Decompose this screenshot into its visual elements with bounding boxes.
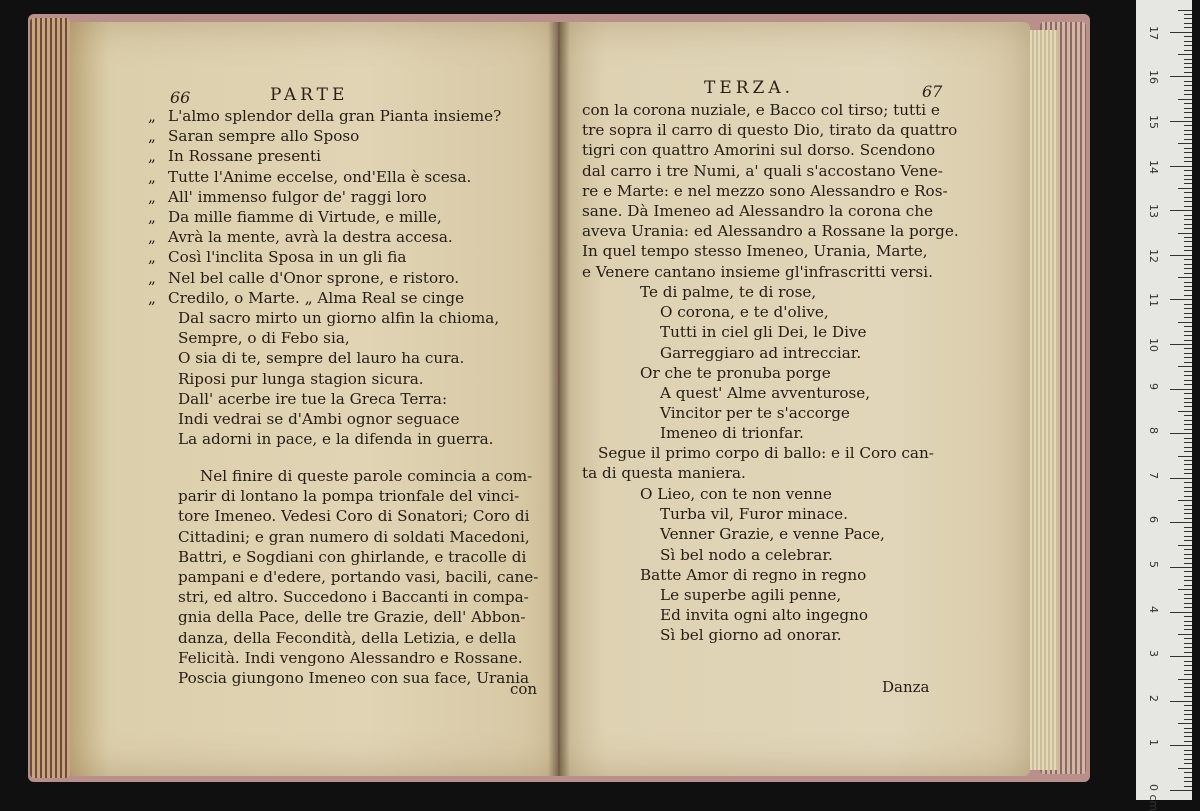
ruler-tick [1184,50,1192,51]
ruler-tick [1184,250,1192,251]
ruler-tick [1170,255,1192,256]
verse-text: Così l'inclita Sposa in un gli fia [168,248,407,267]
verse-line: Te di palme, te di rose, [640,283,817,301]
ruler-tick [1184,308,1192,309]
verse-text: La adorni in pace, e la difenda in guerra. [178,430,494,449]
ruler-tick [1178,277,1192,278]
verse-line [148,308,501,328]
ruler-tick [1184,772,1192,773]
ruler-tick [1170,121,1192,122]
ruler-tick [1184,759,1192,760]
verse-line: Tutti in ciel gli Dei, le Dive [660,323,867,342]
ruler-tick [1184,317,1192,318]
ruler-tick [1184,665,1192,666]
ruler-tick [1184,353,1192,354]
ruler-label: 14 [1147,159,1160,174]
verse-text: Dal sacro mirto un giorno alfin la chioma, [178,309,500,328]
ruler-tick [1184,112,1192,113]
left-page-header: PARTE [270,85,349,105]
verse-line [148,187,501,207]
ruler-tick [1178,768,1192,769]
ruler-tick [1184,295,1192,296]
left-page-number: 66 [170,88,191,107]
prose-line: re e Marte: e nel mezzo sono Alessandro e Ros- [582,181,948,200]
ruler-tick [1184,705,1192,706]
ruler-tick [1184,148,1192,149]
quote-mark: „ [148,167,156,186]
ruler-tick [1178,99,1192,100]
ruler-tick [1184,527,1192,528]
ruler-tick [1178,545,1192,546]
quote-mark: „ [148,228,156,247]
verse-text: O sia di te, sempre del lauro ha cura. [178,349,465,368]
right-verse-block-2 [582,484,885,646]
ruler-label: 10 [1147,338,1160,352]
ruler-tick [1184,509,1192,510]
verse-line: Sì bel giorno ad onorar. [660,626,842,645]
verse-line: Ed invita ogni alto ingegno [660,606,869,625]
verse-line: O corona, e te d'olive, [660,303,829,322]
verse-line [148,146,501,166]
verse-line [148,328,501,348]
verse-line: O Lieo, con te non venne [640,485,832,503]
ruler-tick [1184,157,1192,158]
ruler-label: 17 [1147,25,1160,40]
ruler-tick [1170,389,1192,390]
prose-line: tre sopra il carro di questo Dio, tirato da quattro [582,121,958,140]
ruler-tick [1184,23,1192,24]
ruler-tick [1184,27,1192,28]
ruler-tick [1184,719,1192,720]
ruler-tick [1184,652,1192,653]
verse-text: Tutte l'Anime eccelse, ond'Ella è scesa. [168,167,472,186]
ruler-tick [1178,322,1192,323]
prose-line: ta di questa maniera. [582,464,746,483]
quote-mark: „ [148,147,156,166]
ruler-tick [1184,246,1192,247]
quote-mark: „ [148,127,156,146]
ruler-tick [1184,219,1192,220]
ruler-tick [1170,344,1192,345]
ruler-tick [1184,197,1192,198]
right-page [560,22,1030,776]
ruler-tick [1184,134,1192,135]
ruler-tick [1184,402,1192,403]
verse-line [148,429,501,449]
verse-line [148,288,501,308]
verse-text: Dall' acerbe ire tue la Greca Terra: [178,389,448,408]
ruler-label: 15 [1147,115,1160,129]
verse-line [148,268,501,288]
ruler-tick [1184,415,1192,416]
ruler-tick [1184,59,1192,60]
ruler-tick [1184,638,1192,639]
quote-mark: „ [148,208,156,227]
quote-mark: „ [148,187,156,206]
verse-text: In Rossane presenti [168,147,321,166]
ruler-tick [1184,447,1192,448]
ruler-tick [1184,732,1192,733]
ruler-tick [1178,500,1192,501]
left-verse-block [148,106,501,449]
quote-mark: „ [148,268,156,287]
ruler-tick [1184,625,1192,626]
right-verse-block-1 [582,282,870,444]
ruler-label: 13 [1147,204,1160,219]
ruler-tick [1184,357,1192,358]
ruler-tick [1184,496,1192,497]
ruler-tick [1184,491,1192,492]
ruler-tick [1184,264,1192,265]
prose-line: Felicità. Indi vengono Alessandro e Rossane. [178,648,523,667]
ruler-tick [1184,94,1192,95]
prose-line: aveva Urania: ed Alessandro a Rossane la porge. [582,222,959,241]
ruler-label: 11 [1147,293,1160,308]
ruler-tick [1184,85,1192,86]
ruler-tick [1184,192,1192,193]
prose-line: danza, della Fecondità, della Letizia, e della [178,628,517,647]
quote-mark: „ [148,248,156,267]
ruler-label: 1 [1147,739,1160,747]
right-mid-prose [582,443,934,483]
verse-line: Imeneo di trionfar. [660,424,804,443]
ruler-tick [1184,786,1192,787]
ruler-tick [1184,273,1192,274]
ruler-tick [1184,420,1192,421]
prose-line: con la corona nuziale, e Bacco col tirso; tutti e [582,101,940,119]
ruler-tick [1184,643,1192,644]
verse-text: Saran sempre allo Sposo [168,127,360,146]
book-spine-edge [30,18,70,778]
ruler-tick [1184,736,1192,737]
ruler-tick [1184,549,1192,550]
ruler-tick [1184,286,1192,287]
prose-line: tore Imeneo. Vedesi Coro di Sonatori; Coro di [178,507,530,526]
ruler-label: 6 [1147,516,1160,524]
ruler-tick [1184,451,1192,452]
ruler-tick [1184,683,1192,684]
ruler-tick [1178,411,1192,412]
ruler-tick [1184,282,1192,283]
ruler-tick [1184,183,1192,184]
ruler-tick [1184,460,1192,461]
ruler-tick [1178,366,1192,367]
ruler-tick [1184,647,1192,648]
verse-line [148,106,501,126]
ruler-tick [1178,188,1192,189]
verse-text: Indi vedrai se d'Ambi ognor seguace [178,410,460,429]
ruler-tick [1170,612,1192,613]
verse-line [148,389,501,409]
ruler-tick [1184,206,1192,207]
ruler-tick [1184,469,1192,470]
ruler-tick [1184,674,1192,675]
ruler-tick [1184,777,1192,778]
ruler-tick [1170,433,1192,434]
page-stack-edge [1028,30,1058,770]
verse-line [148,369,501,389]
verse-text: Da mille fiamme di Virtude, e mille, [168,208,442,227]
verse-line: Or che te pronuba porge [640,363,831,382]
ruler-label: 16 [1147,70,1160,85]
measurement-ruler [1136,0,1192,811]
ruler-tick [1184,152,1192,153]
ruler-tick [1184,692,1192,693]
ruler-tick [1184,326,1192,327]
ruler-tick [1184,558,1192,559]
prose-line: Segue il primo corpo di ballo: e il Coro can- [598,444,934,462]
ruler-tick [1178,679,1192,680]
quote-mark: „ [148,288,156,307]
ruler-tick [1184,335,1192,336]
ruler-tick [1170,478,1192,479]
ruler-tick [1184,362,1192,363]
ruler-tick [1184,384,1192,385]
ruler-tick [1178,54,1192,55]
ruler-label: 9 [1147,382,1160,390]
ruler-tick [1184,81,1192,82]
ruler-tick [1184,487,1192,488]
ruler-tick [1184,72,1192,73]
ruler-tick [1184,670,1192,671]
ruler-tick [1184,728,1192,729]
ruler-tick [1184,14,1192,15]
ruler-tick [1184,741,1192,742]
ruler-tick [1184,598,1192,599]
ruler-tick [1170,656,1192,657]
left-prose-block [178,466,548,688]
right-catchword: Danza [882,678,930,696]
prose-line: In quel tempo stesso Imeneo, Urania, Marte, [582,242,928,261]
prose-line: Poscia giungono Imeneo con sua face, Urania [178,669,530,688]
ruler-tick [1184,531,1192,532]
ruler-tick [1184,464,1192,465]
ruler-tick [1184,696,1192,697]
ruler-tick [1184,750,1192,751]
ruler-tick [1184,513,1192,514]
ruler-tick [1184,393,1192,394]
ruler-tick [1184,594,1192,595]
ruler-tick [1184,139,1192,140]
ruler-tick [1184,710,1192,711]
ruler-tick [1184,563,1192,564]
verse-line: Turba vil, Furor minace. [660,505,848,524]
prose-line: parir di lontano la pompa trionfale del vinci- [178,487,520,506]
ruler-tick [1184,63,1192,64]
ruler-tick [1184,161,1192,162]
right-page-header: TERZA. [704,78,795,98]
left-catchword: con [510,680,538,698]
ruler-tick [1184,687,1192,688]
prose-line: dal carro i tre Numi, a' quali s'accostano Vene- [582,161,943,180]
prose-line: Nel finire di queste parole comincia a com- [200,467,533,485]
ruler-tick [1184,603,1192,604]
right-prose-block [582,100,959,282]
ruler-tick [1184,237,1192,238]
ruler-tick [1184,36,1192,37]
ruler-tick [1184,340,1192,341]
verse-text: Avrà la mente, avrà la destra accesa. [168,228,453,247]
ruler-tick [1184,442,1192,443]
verse-line: A quest' Alme avventurose, [660,384,871,403]
ruler-tick [1184,571,1192,572]
ruler-label: 0 cm [1147,784,1160,811]
ruler-tick [1184,518,1192,519]
ruler-tick [1170,32,1192,33]
left-page [70,22,558,776]
ruler-tick [1184,228,1192,229]
ruler-tick [1184,215,1192,216]
ruler-tick [1184,607,1192,608]
ruler-label: 2 [1147,694,1160,702]
ruler-tick [1184,580,1192,581]
ruler-tick [1184,103,1192,104]
ruler-tick [1170,790,1192,791]
ruler-tick [1184,406,1192,407]
quote-mark: „ [148,107,156,125]
ruler-tick [1184,170,1192,171]
ruler-label: 12 [1147,248,1160,263]
ruler-tick [1170,745,1192,746]
ruler-label: 4 [1147,605,1160,613]
ruler-label: 8 [1147,427,1160,435]
ruler-tick [1170,522,1192,523]
ruler-tick [1178,10,1192,11]
ruler-tick [1184,268,1192,269]
ruler-tick [1184,117,1192,118]
ruler-tick [1170,76,1192,77]
prose-line: pampani e d'edere, portando vasi, bacili, cane- [178,568,539,587]
ruler-tick [1184,125,1192,126]
ruler-tick [1184,482,1192,483]
ruler-tick [1170,701,1192,702]
verse-line: Sì bel nodo a celebrar. [660,545,833,564]
ruler-tick [1178,723,1192,724]
ruler-tick [1184,536,1192,537]
prose-line: e Venere cantano insieme gl'infrascritti versi. [582,262,933,281]
ruler-tick [1184,616,1192,617]
right-page-number: 67 [922,82,943,101]
ruler-tick [1170,299,1192,300]
ruler-tick [1184,380,1192,381]
ruler-tick [1184,175,1192,176]
verse-line [148,348,501,368]
prose-line: gnia della Pace, delle tre Grazie, dell' Abbon- [178,608,526,627]
ruler-tick [1184,576,1192,577]
ruler-tick [1184,629,1192,630]
ruler-tick [1184,661,1192,662]
ruler-tick [1184,505,1192,506]
ruler-tick [1184,371,1192,372]
ruler-tick [1184,241,1192,242]
ruler-tick [1184,763,1192,764]
ruler-label: 7 [1147,471,1160,479]
prose-line: stri, ed altro. Succedono i Baccanti in compa- [178,588,529,607]
ruler-label: 5 [1147,561,1160,568]
verse-line: Vincitor per te s'accorge [660,404,850,423]
ruler-tick [1178,589,1192,590]
ruler-tick [1184,348,1192,349]
ruler-tick [1184,429,1192,430]
ruler-tick [1184,224,1192,225]
verse-line [148,227,501,247]
verse-line [148,207,501,227]
verse-line: Venner Grazie, e venne Pace, [660,525,885,544]
ruler-tick [1184,398,1192,399]
prose-line: Cittadini; e gran numero di soldati Macedoni, [178,527,530,546]
ruler-tick [1184,754,1192,755]
verse-line: Garreggiaro ad intrecciar. [660,343,862,362]
ruler-tick [1170,166,1192,167]
ruler-tick [1184,130,1192,131]
ruler-tick [1184,45,1192,46]
prose-line: sane. Dà Imeneo ad Alessandro la corona che [582,202,933,221]
verse-line: Le superbe agili penne, [660,586,842,605]
ruler-label: 3 [1147,650,1160,658]
ruler-tick [1184,201,1192,202]
verse-text: All' immenso fulgor de' raggi loro [168,187,427,206]
ruler-tick [1178,143,1192,144]
ruler-tick [1184,781,1192,782]
ruler-tick [1184,304,1192,305]
verse-line [148,409,501,429]
ruler-tick [1184,585,1192,586]
ruler-tick [1184,259,1192,260]
verse-text: Riposi pur lunga stagion sicura. [178,369,424,388]
ruler-tick [1184,331,1192,332]
verse-text: L'almo splendor della gran Pianta insieme? [168,107,502,125]
ruler-tick [1178,634,1192,635]
ruler-tick [1184,554,1192,555]
verse-line: Batte Amor di regno in regno [640,565,867,584]
ruler-tick [1178,233,1192,234]
ruler-tick [1184,621,1192,622]
ruler-tick [1184,90,1192,91]
ruler-tick [1184,714,1192,715]
prose-line: Battri, e Sogdiani con ghirlande, e tracolle di [178,547,527,566]
ruler-tick [1170,210,1192,211]
ruler-tick [1184,67,1192,68]
ruler-tick [1184,473,1192,474]
ruler-tick [1178,456,1192,457]
ruler-tick [1184,438,1192,439]
ruler-tick [1184,41,1192,42]
ruler-tick [1184,108,1192,109]
verse-text: Credilo, o Marte. „ Alma Real se cinge [168,288,465,307]
ruler-tick [1184,179,1192,180]
ruler-tick [1184,313,1192,314]
verse-line [148,167,501,187]
ruler-tick [1184,540,1192,541]
verse-line [148,247,501,267]
ruler-tick [1184,290,1192,291]
ruler-tick [1184,375,1192,376]
ruler-tick [1184,18,1192,19]
ruler-tick [1184,424,1192,425]
verse-line [148,126,501,146]
prose-line: tigri con quattro Amorini sul dorso. Scendono [582,141,936,160]
verse-text: Sempre, o di Febo sia, [178,329,350,348]
verse-text: Nel bel calle d'Onor sprone, e ristoro. [168,268,460,287]
book-gutter [548,22,570,776]
ruler-tick [1170,567,1192,568]
